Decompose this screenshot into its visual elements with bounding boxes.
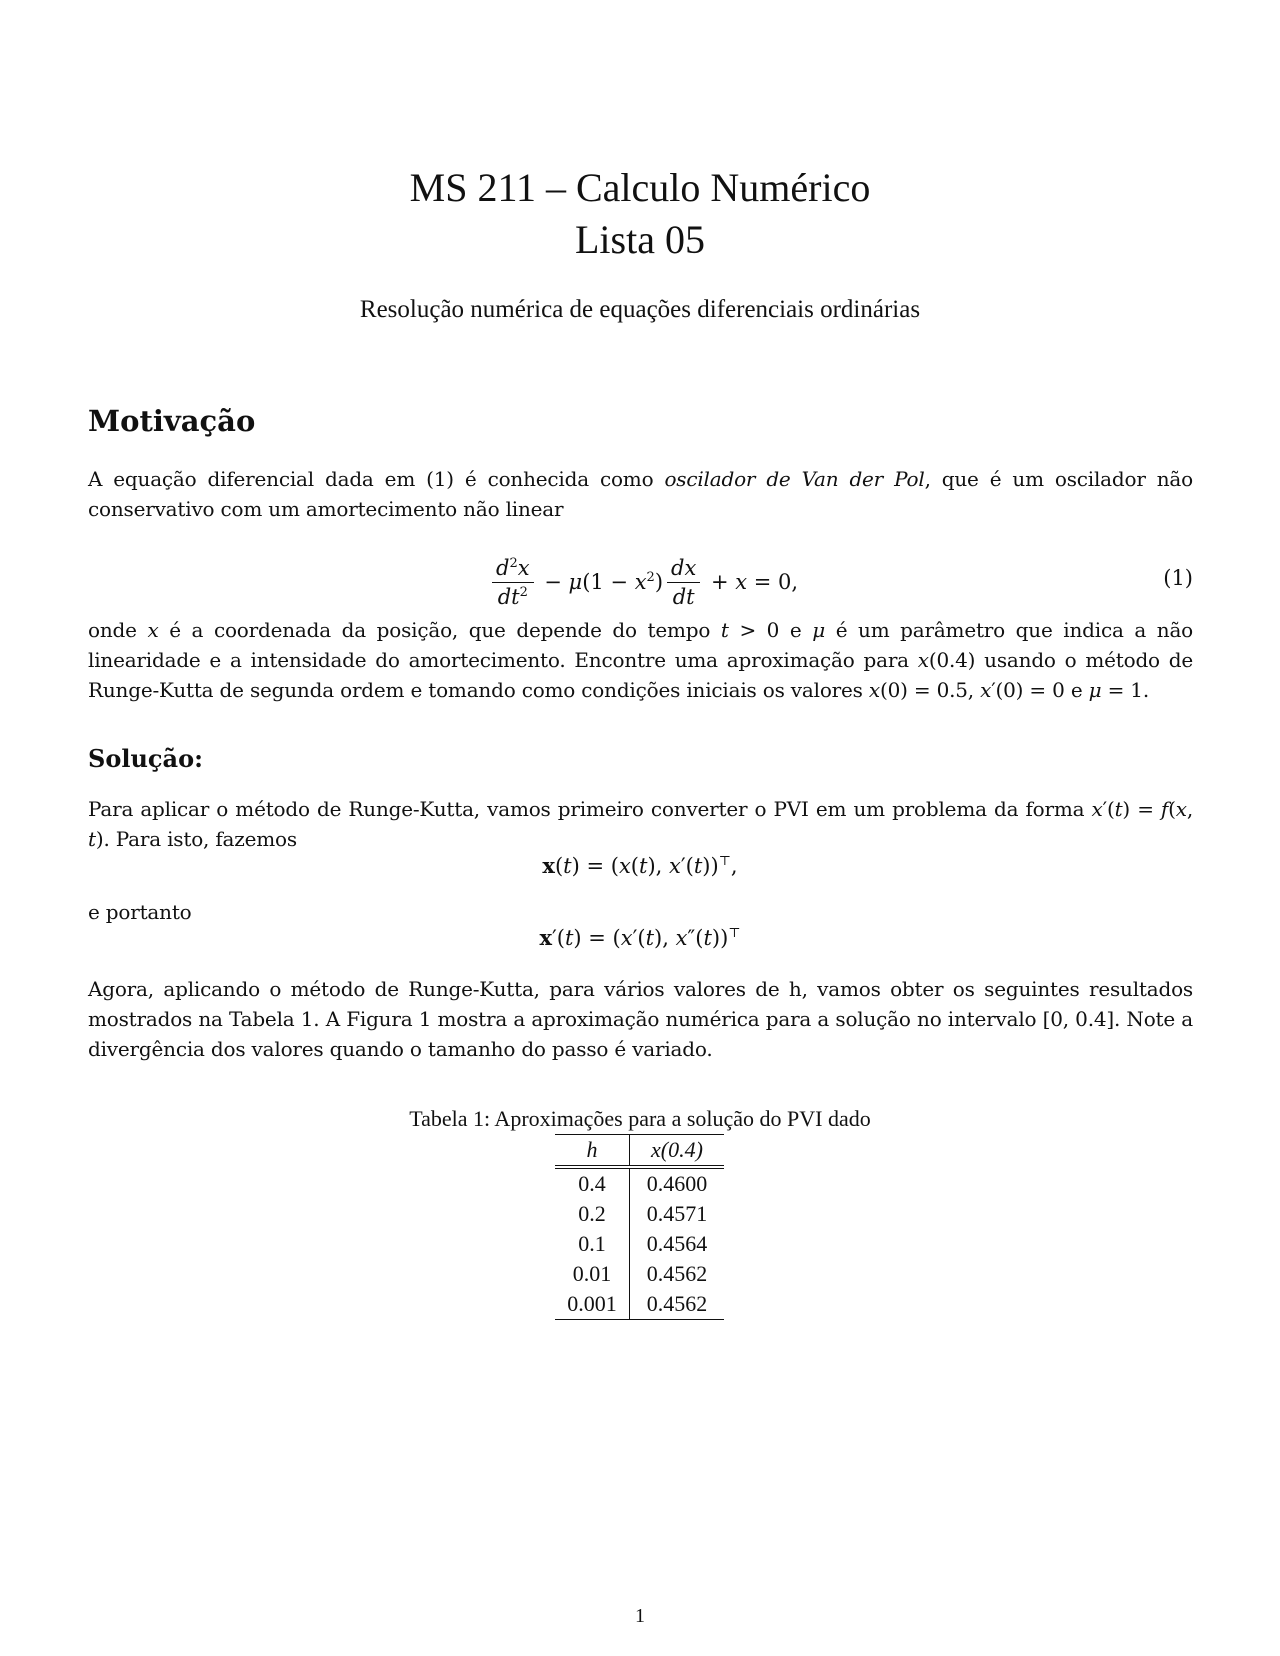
document-title: MS 211 – Calculo Numérico [409,165,871,210]
equation-vector-x-prime: x′(t) = (x′(t), x″(t))⊤ [539,925,741,950]
table-cell-x: 0.4564 [646,1231,708,1256]
paragraph-agora: Agora, aplicando o método de Runge-Kutta, para vários valores de h, vamos obter os seguintes resultados mostrados na Tabela 1. A Figura 1 mostra a aproximação numérica para a solução no intervalo [0, 0.4]. Note a divergência dos valores quando o tamanho do passo é variado. [88,977,1193,1061]
text-run: e [779,618,813,642]
section-heading-solucao: Solução: [88,744,203,773]
table-header-row [555,1135,724,1168]
text-run: e [1064,678,1089,702]
equation-vector-x: x(t) = (x(t), x′(t))⊤, [542,853,738,878]
document-topic: Resolução numérica de equações diferenciais ordinárias [359,296,921,323]
table-cell-h: 0.1 [555,1229,630,1259]
text-run: usando o método de Runge-Kutta de segunda ordem e tomando como condições iniciais os valores [88,648,1193,702]
text-run: onde [88,618,148,642]
table-cell-x: 0.4562 [646,1291,708,1316]
text-run: Para aplicar o método de Runge-Kutta, vamos primeiro converter o PVI em um problema da forma [88,797,1092,821]
text-run: A equação diferencial dada em (1) é conhecida como [88,467,665,491]
page-number: 1 [635,1605,645,1627]
table-cell-h: 0.4 [555,1167,630,1199]
text-run: é a coordenada da posição, que depende do tempo [158,618,721,642]
table-cell-h: 0.01 [555,1259,630,1289]
table-cell-x: 0.4600 [646,1171,708,1196]
document-subtitle-list: Lista 05 [575,217,705,262]
equation-van-der-pol: $\frac{d^2x}{dt^2}$ − $\mu(1 - x^2)$ $\frac{dx}{dt}$ + x = 0, [488,552,798,612]
table-row [555,1229,724,1259]
section-heading-motivacao: Motivação [88,404,256,438]
text-run: é um parâmetro que indica a não linearidade e a intensidade do amortecimento. Encontre uma aproximação para [88,618,1194,672]
paragraph-solucao-intro: Para aplicar o método de Runge-Kutta, vamos primeiro converter o PVI em um problema da forma x′(t) = f(x, t). Para isto, fazemos [88,797,1193,851]
table-row [555,1259,724,1289]
table-cell-h: 0.001 [555,1289,630,1320]
title-block [0,162,1280,266]
emphasis-van-der-pol: oscilador de Van der Pol [664,467,925,491]
fraction-dx-dt: $\frac{dx}{dt}$ [667,556,700,609]
text-run: . [1142,678,1150,702]
table-cell-x: 0.4562 [646,1261,708,1286]
table-header-x04: x(0.4) [630,1135,725,1168]
table-cell-h: 0.2 [555,1199,630,1229]
text-run: , que é um oscilador não conservativo com um amortecimento não linear [88,467,1193,521]
table-header-h: h [555,1135,630,1168]
results-table [555,1134,724,1320]
table-row [555,1289,724,1320]
paragraph-motivacao [88,464,1193,524]
text-run: . Para isto, fazemos [103,827,297,851]
table-row [555,1167,724,1199]
paragraph-portanto: e portanto [88,900,192,924]
table-caption: Tabela 1: Aproximações para a solução do PVI dado [409,1106,871,1131]
table-cell-x: 0.4571 [646,1201,708,1226]
equation-number: (1) [1163,566,1193,590]
fraction-d2x-dt2: $\frac{d^2x}{dt^2}$ [492,556,534,609]
table-row [555,1199,724,1229]
paragraph-onde: onde x é a coordenada da posição, que depende do tempo t > 0 e μ é um parâmetro que indica a não linearidade e a intensidade do amortecimento. Encontre uma aproximação para x(0.4) usando o método de Runge-Kutta de segunda ordem e tomando como condições iniciais os valores x(0) = 0.5, x′(0) = 0 e μ = 1. [88,618,1194,702]
